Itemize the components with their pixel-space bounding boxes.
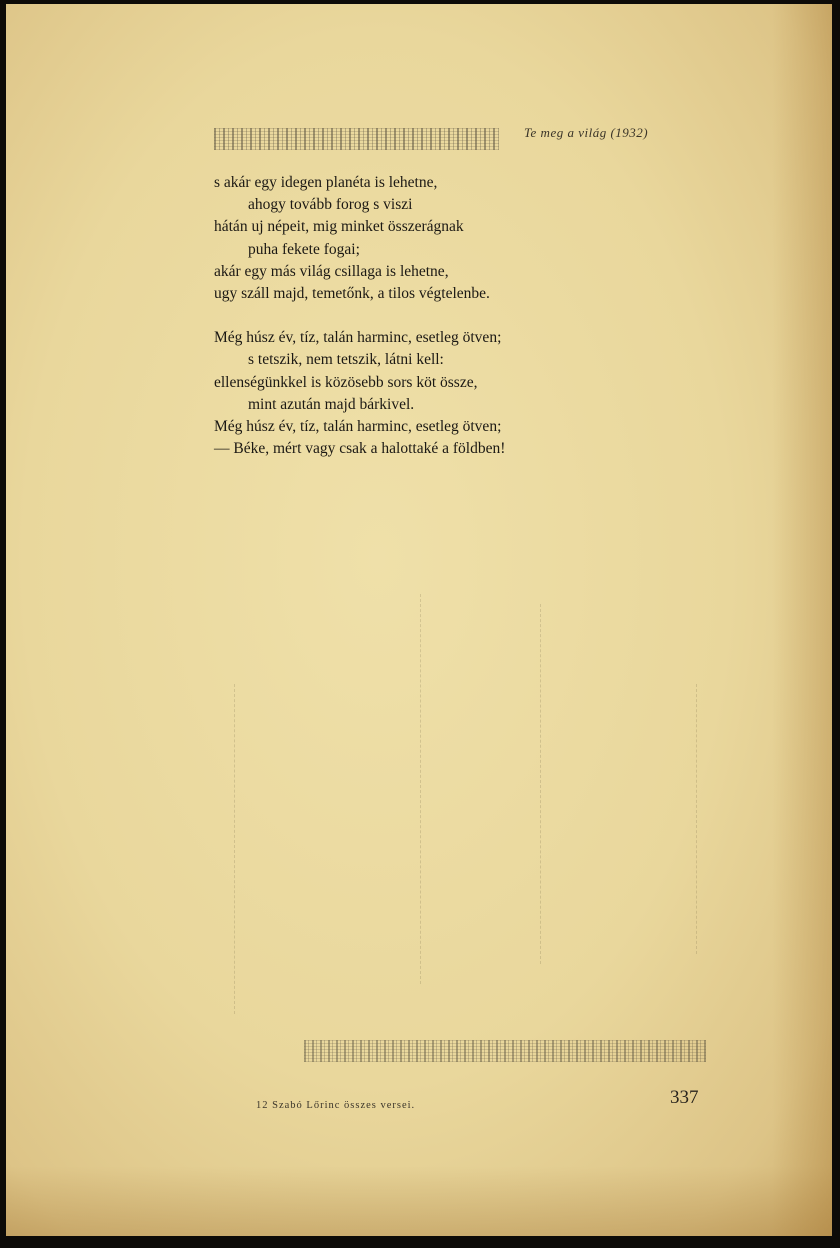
show-through-mark [696, 684, 697, 954]
poem-line: hátán uj népeit, mig minket összerágnak [214, 218, 464, 236]
page-number: 337 [670, 1087, 699, 1108]
running-title: Te meg a világ (1932) [524, 125, 649, 140]
poem-line: ellenségünkkel is közösebb sors köt össze, [214, 373, 478, 391]
printer-signature: 12 Szabó Lőrinc összes versei. [256, 1100, 416, 1111]
footer-ornament [304, 1040, 706, 1062]
page-aging-shadow [6, 1166, 832, 1236]
poem-line: puha fekete fogai; [248, 240, 360, 258]
stanza-break [214, 305, 505, 327]
show-through-mark [420, 594, 421, 984]
poem-text [214, 172, 505, 460]
poem-line: akár egy más világ csillaga is lehetne, [214, 262, 449, 280]
book-page [6, 4, 832, 1236]
poem-line: s akár egy idegen planéta is lehetne, [214, 174, 438, 191]
poem-line: s tetszik, nem tetszik, látni kell: [248, 351, 444, 369]
poem-line: Még húsz év, tíz, talán harminc, esetleg ötven; [214, 329, 502, 347]
show-through-mark [234, 684, 235, 1014]
header-ornament [214, 128, 499, 150]
poem-line: Még húsz év, tíz, talán harminc, esetleg ötven; [214, 418, 502, 436]
show-through-mark [540, 604, 541, 964]
poem-line: ahogy tovább forog s viszi [248, 196, 413, 214]
poem-line: mint azután majd bárkivel. [248, 395, 415, 413]
poem-line: — Béke, mért vagy csak a halottaké a földben! [214, 440, 506, 458]
poem-line: ugy száll majd, temetőnk, a tilos végtelenbe. [214, 285, 490, 303]
